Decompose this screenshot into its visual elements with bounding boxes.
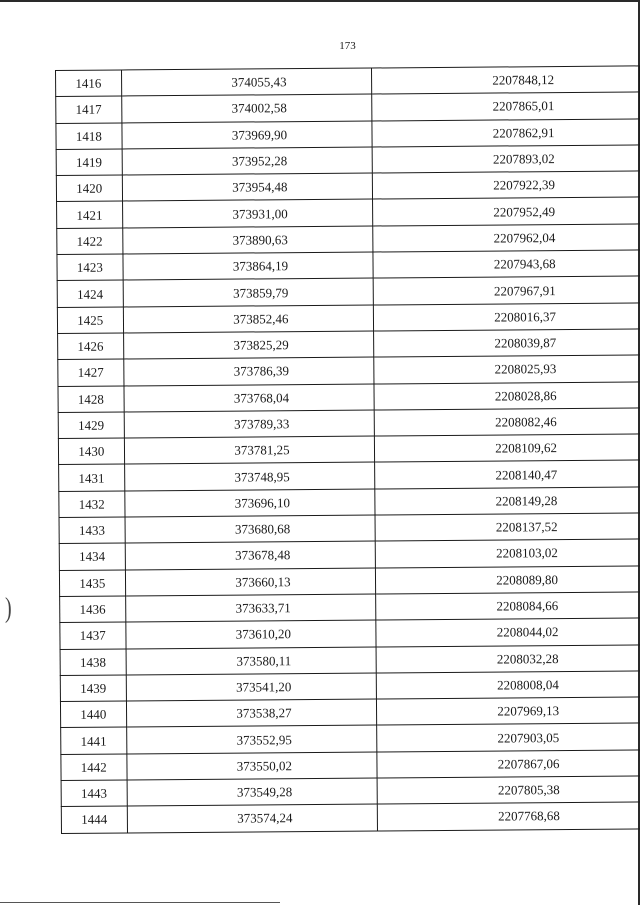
y-coordinate-cell: 2208140,47 (374, 460, 640, 488)
coordinates-table-body (56, 66, 640, 833)
scan-edge-top (0, 0, 640, 2)
point-number-cell: 1423 (57, 254, 123, 281)
point-number-cell: 1433 (59, 517, 125, 544)
x-coordinate-cell: 373954,48 (122, 173, 372, 201)
x-coordinate-cell: 374002,58 (121, 94, 371, 122)
point-number-cell: 1435 (59, 570, 125, 597)
point-number-cell: 1421 (57, 201, 123, 228)
y-coordinate-cell: 2207865,01 (371, 92, 640, 120)
x-coordinate-cell: 373541,20 (126, 673, 376, 701)
point-number-cell: 1428 (58, 386, 124, 413)
y-coordinate-cell: 2208032,28 (376, 644, 640, 672)
point-number-cell: 1441 (61, 727, 127, 754)
x-coordinate-cell: 373781,25 (124, 436, 374, 464)
y-coordinate-cell: 2207768,68 (377, 802, 640, 830)
x-coordinate-cell: 373852,46 (123, 305, 373, 333)
point-number-cell: 1420 (56, 175, 122, 202)
scan-edge-bottom (0, 902, 280, 903)
x-coordinate-cell: 373610,20 (125, 620, 375, 648)
y-coordinate-cell: 2208109,62 (374, 434, 640, 462)
y-coordinate-cell: 2208082,46 (374, 408, 640, 436)
y-coordinate-cell: 2207903,05 (376, 723, 640, 751)
y-coordinate-cell: 2208044,02 (375, 618, 640, 646)
x-coordinate-cell: 373969,90 (122, 121, 372, 149)
x-coordinate-cell: 373680,68 (125, 515, 375, 543)
y-coordinate-cell: 2207962,04 (372, 224, 640, 252)
y-coordinate-cell: 2207969,13 (376, 697, 640, 725)
y-coordinate-cell: 2207922,39 (372, 171, 640, 199)
point-number-cell: 1429 (58, 412, 124, 439)
x-coordinate-cell: 373538,27 (126, 699, 376, 727)
point-number-cell: 1427 (58, 359, 124, 386)
y-coordinate-cell: 2208103,02 (375, 539, 640, 567)
x-coordinate-cell: 373931,00 (122, 199, 372, 227)
margin-mark: ) (5, 593, 12, 625)
point-number-cell: 1439 (60, 675, 126, 702)
x-coordinate-cell: 373825,29 (123, 331, 373, 359)
x-coordinate-cell: 374055,43 (121, 68, 371, 96)
y-coordinate-cell: 2208149,28 (374, 487, 640, 515)
x-coordinate-cell: 373748,95 (124, 462, 374, 490)
point-number-cell: 1417 (56, 96, 122, 123)
x-coordinate-cell: 373580,11 (126, 647, 376, 675)
point-number-cell: 1418 (56, 123, 122, 150)
point-number-cell: 1431 (59, 464, 125, 491)
x-coordinate-cell: 373786,39 (123, 357, 373, 385)
x-coordinate-cell: 373550,02 (126, 752, 376, 780)
y-coordinate-cell: 2207893,02 (372, 145, 640, 173)
point-number-cell: 1443 (61, 780, 127, 807)
x-coordinate-cell: 373678,48 (125, 541, 375, 569)
x-coordinate-cell: 373864,19 (123, 252, 373, 280)
y-coordinate-cell: 2207952,49 (372, 197, 640, 225)
point-number-cell: 1444 (61, 806, 127, 833)
point-number-cell: 1434 (59, 543, 125, 570)
y-coordinate-cell: 2208039,87 (373, 329, 640, 357)
x-coordinate-cell: 373660,13 (125, 568, 375, 596)
x-coordinate-cell: 373789,33 (124, 410, 374, 438)
x-coordinate-cell: 373633,71 (125, 594, 375, 622)
point-number-cell: 1438 (60, 648, 126, 675)
y-coordinate-cell: 2208089,80 (375, 566, 640, 594)
x-coordinate-cell: 373768,04 (124, 384, 374, 412)
y-coordinate-cell: 2208008,04 (376, 671, 640, 699)
x-coordinate-cell: 373696,10 (124, 489, 374, 517)
point-number-cell: 1425 (57, 307, 123, 334)
point-number-cell: 1419 (56, 149, 122, 176)
point-number-cell: 1437 (60, 622, 126, 649)
point-number-cell: 1440 (60, 701, 126, 728)
y-coordinate-cell: 2208025,93 (373, 355, 640, 383)
point-number-cell: 1432 (59, 491, 125, 518)
point-number-cell: 1424 (57, 280, 123, 307)
y-coordinate-cell: 2207867,06 (376, 750, 640, 778)
y-coordinate-cell: 2207805,38 (377, 776, 640, 804)
table-row (61, 802, 640, 833)
y-coordinate-cell: 2208028,86 (374, 381, 640, 409)
point-number-cell: 1426 (58, 333, 124, 360)
x-coordinate-cell: 373952,28 (122, 147, 372, 175)
y-coordinate-cell: 2207848,12 (371, 66, 640, 94)
x-coordinate-cell: 373890,63 (122, 226, 372, 254)
y-coordinate-cell: 2207862,91 (371, 119, 640, 147)
x-coordinate-cell: 373552,95 (126, 725, 376, 753)
point-number-cell: 1422 (57, 228, 123, 255)
point-number-cell: 1416 (56, 70, 122, 97)
point-number-cell: 1436 (60, 596, 126, 623)
y-coordinate-cell: 2207967,91 (373, 276, 640, 304)
page-number: 173 (339, 40, 356, 52)
y-coordinate-cell: 2208137,52 (375, 513, 640, 541)
point-number-cell: 1430 (58, 438, 124, 465)
y-coordinate-cell: 2207943,68 (372, 250, 640, 278)
y-coordinate-cell: 2208016,37 (373, 303, 640, 331)
point-number-cell: 1442 (61, 754, 127, 781)
y-coordinate-cell: 2208084,66 (375, 592, 640, 620)
x-coordinate-cell: 373549,28 (127, 778, 377, 806)
x-coordinate-cell: 373574,24 (127, 804, 377, 832)
coordinates-table (55, 65, 640, 833)
x-coordinate-cell: 373859,79 (123, 278, 373, 306)
